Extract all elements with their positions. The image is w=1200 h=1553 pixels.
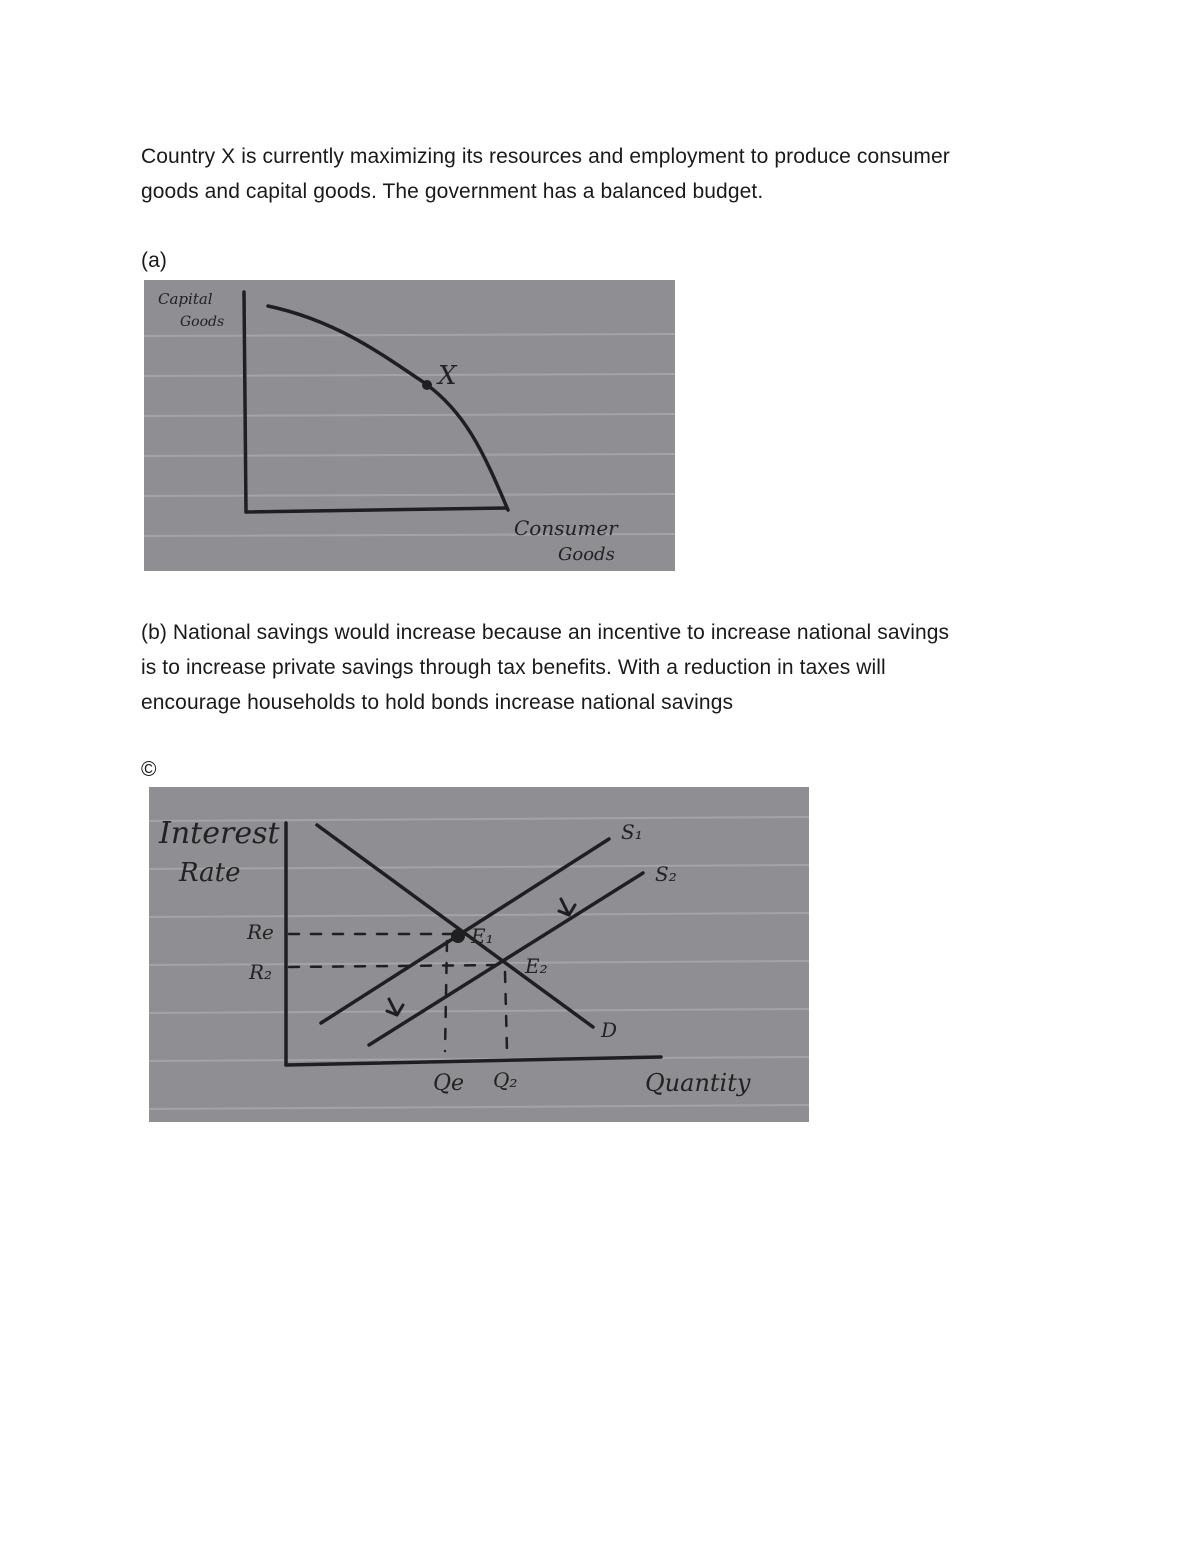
rate1-label: Re	[247, 920, 274, 944]
demand-label: D	[601, 1018, 618, 1042]
rate2-label: R₂	[249, 960, 273, 984]
part-b-line-2: is to increase private savings through tax benefits. With a reduction in taxes will	[141, 656, 886, 679]
ppf-figure-photo	[144, 280, 675, 571]
x-axis-label-2: Goods	[558, 544, 615, 565]
equilibrium-1-label: E₁	[471, 924, 494, 948]
point-x-marker	[422, 380, 432, 390]
equilibrium-1-marker	[451, 929, 465, 943]
x-axis-label-1: Consumer	[514, 516, 618, 540]
supply2-label: S₂	[655, 862, 677, 886]
part-a-label: (a)	[141, 249, 167, 272]
point-x-label: X	[438, 361, 457, 391]
y-axis-label-1: Interest	[159, 816, 280, 851]
loanable-funds-figure-photo	[149, 787, 809, 1122]
y-axis-label-2: Goods	[180, 314, 225, 330]
part-b-line-3: encourage households to hold bonds increase national savings	[141, 691, 734, 714]
y-axis	[244, 292, 246, 512]
intro-line-1: Country X is currently maximizing its resources and employment to produce consumer	[141, 145, 950, 168]
intro-line-2: goods and capital goods. The government has a balanced budget.	[141, 180, 764, 203]
part-c-label: ©	[141, 758, 157, 781]
supply1-label: S₁	[621, 820, 643, 844]
y-axis-label-1: Capital	[158, 290, 213, 308]
qty2-label: Q₂	[493, 1068, 518, 1092]
equilibrium-2-label: E₂	[525, 954, 548, 978]
qty1-label: Qe	[433, 1071, 465, 1096]
x-axis-label: Quantity	[645, 1069, 751, 1097]
y-axis-label-2: Rate	[179, 858, 241, 888]
part-b-line-1: (b) National savings would increase because an incentive to increase national savings	[141, 621, 950, 644]
